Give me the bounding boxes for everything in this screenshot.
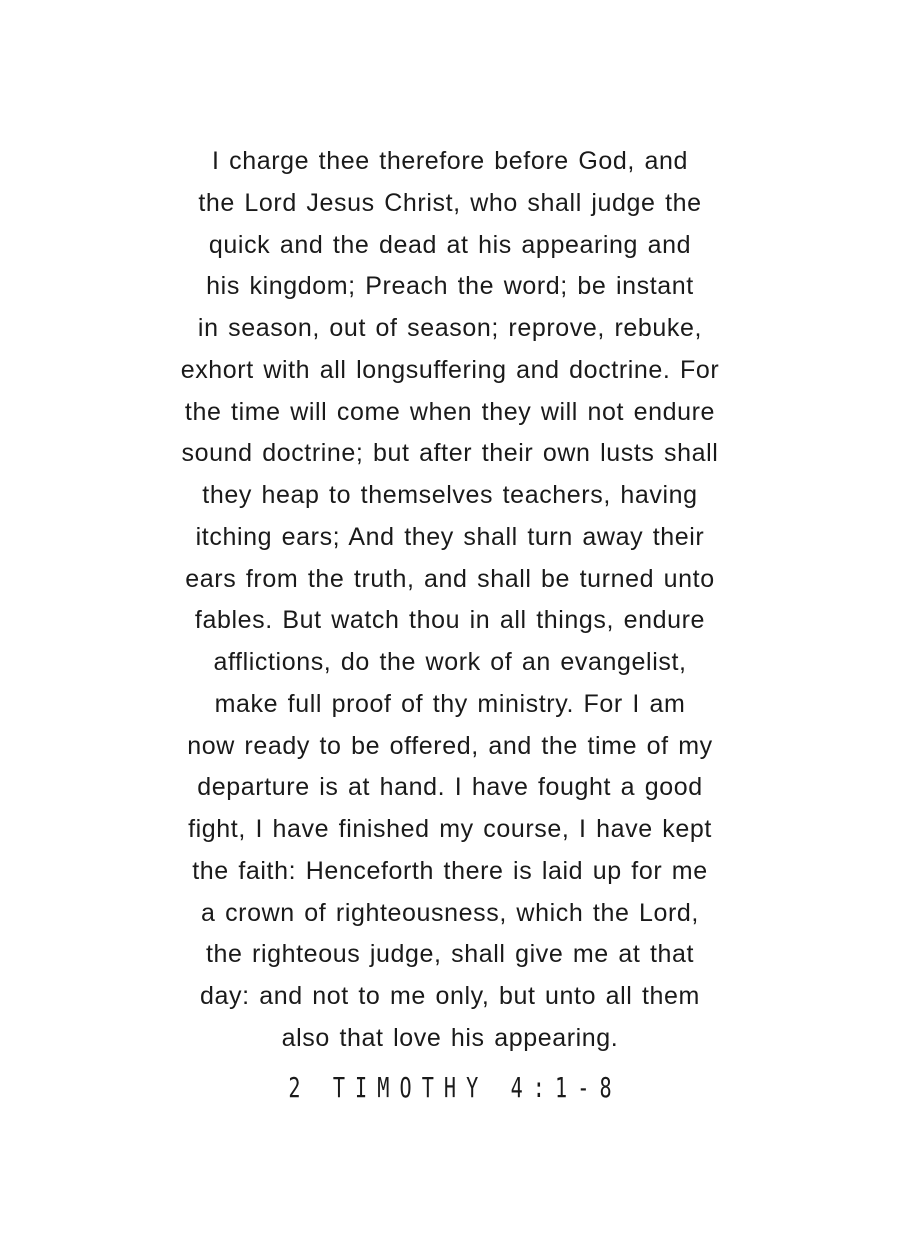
scripture-line: in season, out of season; reprove, rebuke, — [197, 314, 703, 342]
scripture-passage — [0, 141, 900, 1060]
scripture-line: his kingdom; Preach the word; be instant — [206, 272, 694, 301]
scripture-line: now ready to be offered, and the time of my — [187, 731, 713, 760]
scripture-line: make full proof of thy ministry. For I am — [214, 689, 686, 718]
scripture-line: afflictions, do the work of an evangelist, — [213, 648, 687, 676]
scripture-line: sound doctrine; but after their own lusts shall — [181, 439, 719, 468]
scripture-reference — [126, 1068, 774, 1108]
scripture-line: the Lord Jesus Christ, who shall judge the — [198, 188, 702, 217]
scripture-line: the righteous judge, shall give me at that — [205, 940, 695, 969]
scripture-line: exhort with all longsuffering and doctrine. For — [180, 355, 720, 384]
scripture-line: a crown of righteousness, which the Lord, — [201, 898, 699, 927]
scripture-line: the time will come when they will not endure — [184, 397, 716, 426]
scripture-line: fight, I have finished my course, I have kept — [188, 815, 712, 843]
scripture-line: they heap to themselves teachers, having — [202, 481, 698, 509]
scripture-reference-text: 2 TIMOTHY 4:1-8 — [288, 1071, 622, 1104]
scripture-line: fables. But watch thou in all things, endure — [194, 606, 706, 635]
scripture-line: also that love his appearing. — [281, 1023, 619, 1052]
scripture-line: quick and the dead at his appearing and — [208, 230, 692, 259]
scripture-line: I charge thee therefore before God, and — [212, 147, 688, 175]
scripture-line: the faith: Henceforth there is laid up for me — [192, 856, 708, 885]
scripture-line: departure is at hand. I have fought a good — [197, 773, 703, 802]
scripture-line: day: and not to me only, but unto all them — [200, 982, 700, 1010]
scripture-line: ears from the truth, and shall be turned unto — [185, 564, 715, 593]
scripture-line: itching ears; And they shall turn away their — [195, 522, 705, 551]
